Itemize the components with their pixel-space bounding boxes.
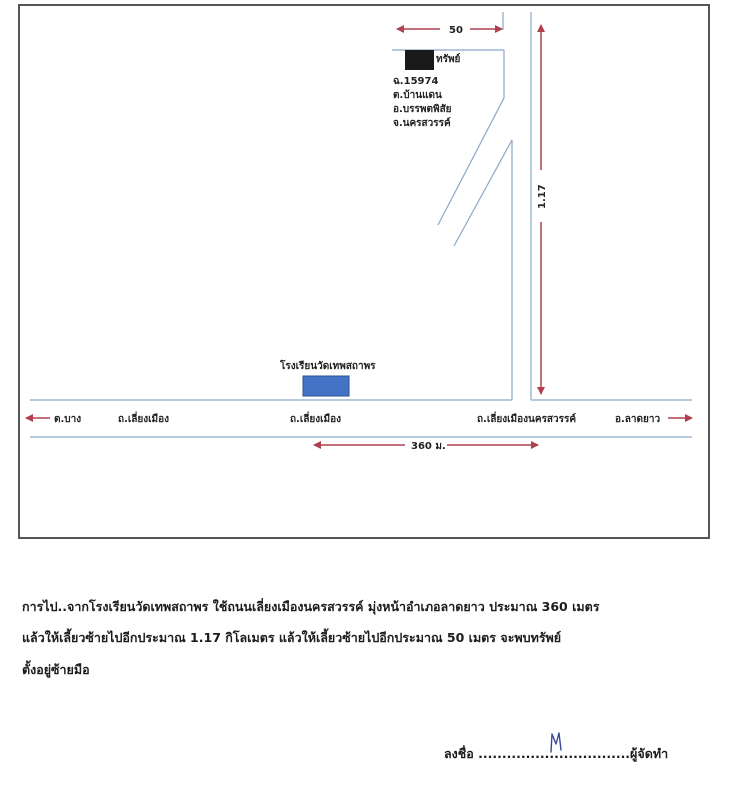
- direction-label-right: อ.ลาดยาว: [615, 414, 661, 425]
- directions-line-2: แล้วให้เลี้ยวซ้ายไปอีกประมาณ 1.17 กิโลเมตร แล้วให้เลี้ยวซ้ายไปอีกประมาณ 50 เมตร จะพบทรัพย์: [22, 630, 562, 645]
- property-address-line: จ.นครสวรรค์: [393, 118, 451, 129]
- school-label: โรงเรียนวัดเทพสถาพร: [280, 361, 376, 372]
- property-address-line: อ.บรรพตพิสัย: [393, 104, 452, 115]
- road-label-right: ถ.เลี่ยงเมืองนครสวรรค์: [477, 414, 577, 425]
- distance-label-117: 1.17: [537, 184, 548, 209]
- property-address-line: ต.บ้านแดน: [393, 90, 442, 101]
- directions-line-3: ตั้งอยู่ซ้ายมือ: [22, 662, 90, 677]
- direction-label-left: ต.บาง: [54, 414, 82, 425]
- distance-label-50: 50: [449, 25, 463, 36]
- road-label-center: ถ.เลี่ยงเมือง: [290, 414, 342, 425]
- road-label-left: ถ.เลี่ยงเมือง: [118, 414, 170, 425]
- map-frame: [19, 5, 709, 538]
- distance-label-360: 360 ม.: [411, 441, 446, 452]
- signature-line: ลงชื่อ ................................ผู้จัดทำ: [444, 746, 669, 761]
- property-address-line: ฉ.15974: [393, 76, 439, 87]
- directions-line-1: การไป..จากโรงเรียนวัดเทพสถาพร ใช้ถนนเลี่ยงเมืองนครสวรรค์ มุ่งหน้าอำเภอลาดยาว ประมาณ 360 เมตร: [22, 599, 600, 614]
- property-marker: [405, 50, 434, 70]
- branch-road-inner: [454, 140, 512, 246]
- school-marker: [303, 376, 349, 396]
- property-label: ทรัพย์: [436, 54, 461, 65]
